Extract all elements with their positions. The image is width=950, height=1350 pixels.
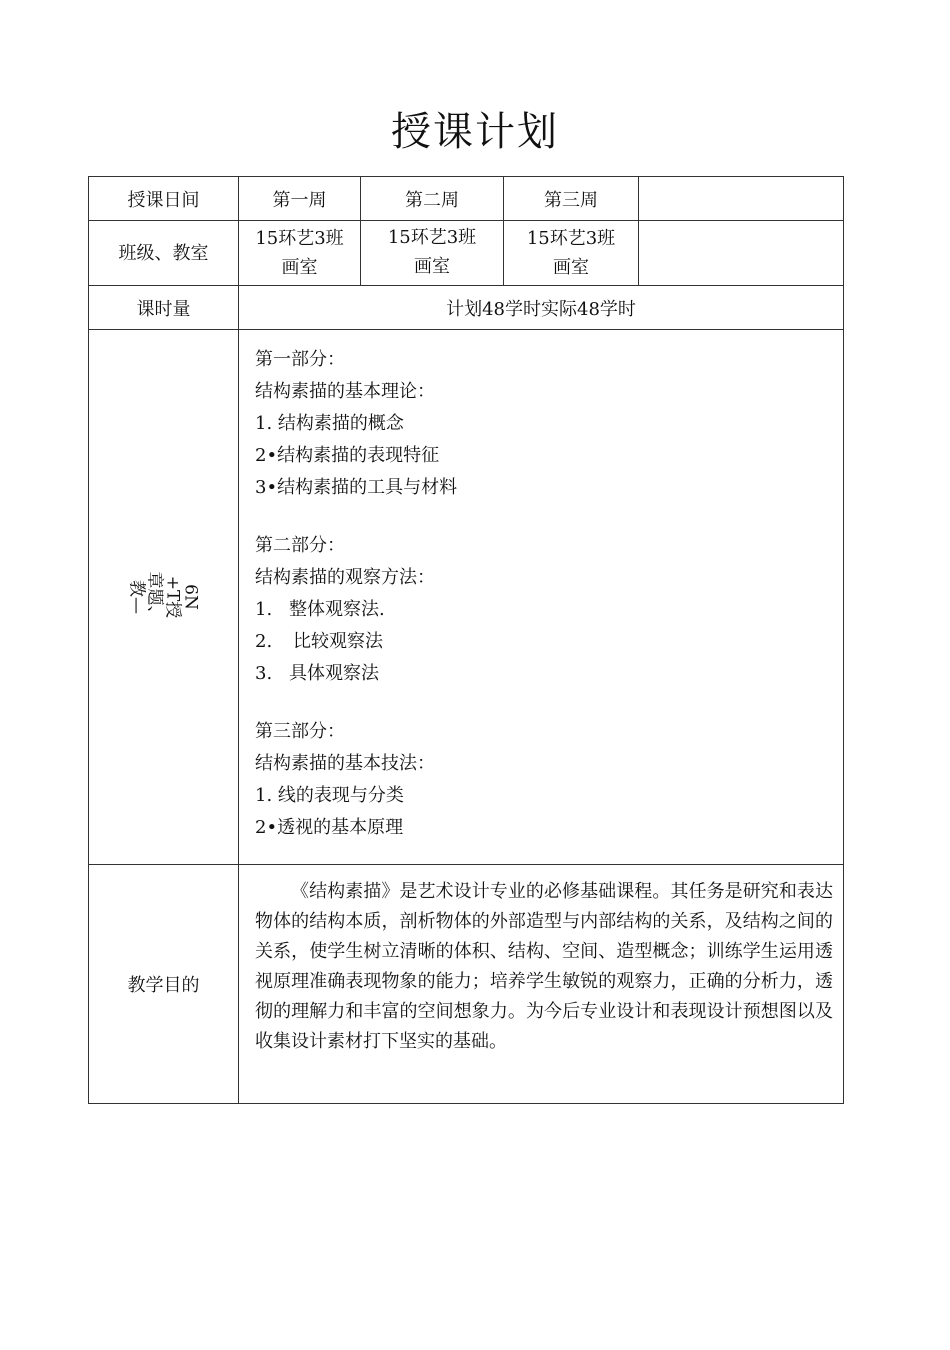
purpose-label: 教学目的 bbox=[89, 865, 239, 1104]
list-item: 1. 整体观察法. bbox=[255, 599, 385, 620]
list-item: 1. 线的表现与分类 bbox=[255, 785, 404, 806]
class-room-cell-4 bbox=[639, 221, 844, 286]
class-room-cell-3 bbox=[504, 221, 639, 286]
week-4-header bbox=[639, 177, 844, 221]
part2-subheading: 结构素描的观察方法： bbox=[255, 567, 435, 588]
hours-value: 计划48学时实际48学时 bbox=[239, 286, 844, 330]
list-item: 1. 结构素描的概念 bbox=[255, 413, 404, 434]
schedule-label: 授课日间 bbox=[89, 177, 239, 221]
room-name: 画室 bbox=[553, 257, 589, 278]
schedule-header-row bbox=[89, 177, 844, 221]
week-1-header: 第一周 bbox=[239, 177, 361, 221]
part3-heading: 第三部分： bbox=[255, 721, 345, 742]
class-room-cell-1 bbox=[239, 221, 361, 286]
room-name: 画室 bbox=[281, 257, 318, 278]
purpose-text: 《结构素描》是艺术设计专业的必修基础课程。其任务是研究和表达物体的结构本质，剖析物体的外部造型与内部结构的关系，及结构之间的关系，使学生树立清晰的体积、结构、空间、造型概念；训练学生运用透视原理准确表现物象的能力；培养学生敏锐的观察力，正确的分析力，透彻的理解力和丰富的空间想象力。为今后专业设计和表现设计预想图以及收集设计素材打下坚实的基础。 bbox=[255, 881, 833, 1052]
purpose-cell bbox=[239, 865, 844, 1104]
part3-subheading: 结构素描的基本技法： bbox=[255, 753, 435, 774]
page-title: 授课计划 bbox=[391, 109, 559, 155]
list-item: 2•结构素描的表现特征 bbox=[255, 445, 440, 466]
content-label-rotated: 6N +T授 章题、 教— bbox=[126, 571, 201, 622]
part1-subheading: 结构素描的基本理论： bbox=[255, 381, 435, 402]
part2-heading: 第二部分： bbox=[255, 535, 345, 556]
room-name: 画室 bbox=[414, 256, 450, 277]
class-name: 15环艺3班 bbox=[387, 227, 477, 248]
class-room-label: 班级、教室 bbox=[89, 221, 239, 286]
content-row bbox=[89, 330, 844, 865]
lesson-plan-table bbox=[88, 176, 844, 1104]
list-item: 3. 具体观察法 bbox=[255, 663, 379, 684]
class-name: 15环艺3班 bbox=[526, 228, 616, 249]
list-item: 2•透视的基本原理 bbox=[255, 817, 404, 838]
content-cell bbox=[239, 330, 844, 865]
week-2-header: 第二周 bbox=[361, 177, 504, 221]
week-3-header: 第三周 bbox=[504, 177, 639, 221]
class-room-cell-2 bbox=[361, 221, 504, 286]
list-item: 2. 比较观察法 bbox=[255, 631, 383, 652]
class-room-row bbox=[89, 221, 844, 286]
purpose-row bbox=[89, 865, 844, 1104]
content-label bbox=[89, 330, 239, 865]
list-item: 3•结构素描的工具与材料 bbox=[255, 477, 458, 498]
hours-row bbox=[89, 286, 844, 330]
hours-label: 课时量 bbox=[89, 286, 239, 330]
class-name: 15环艺3班 bbox=[255, 228, 344, 249]
part1-heading: 第一部分： bbox=[255, 349, 345, 370]
